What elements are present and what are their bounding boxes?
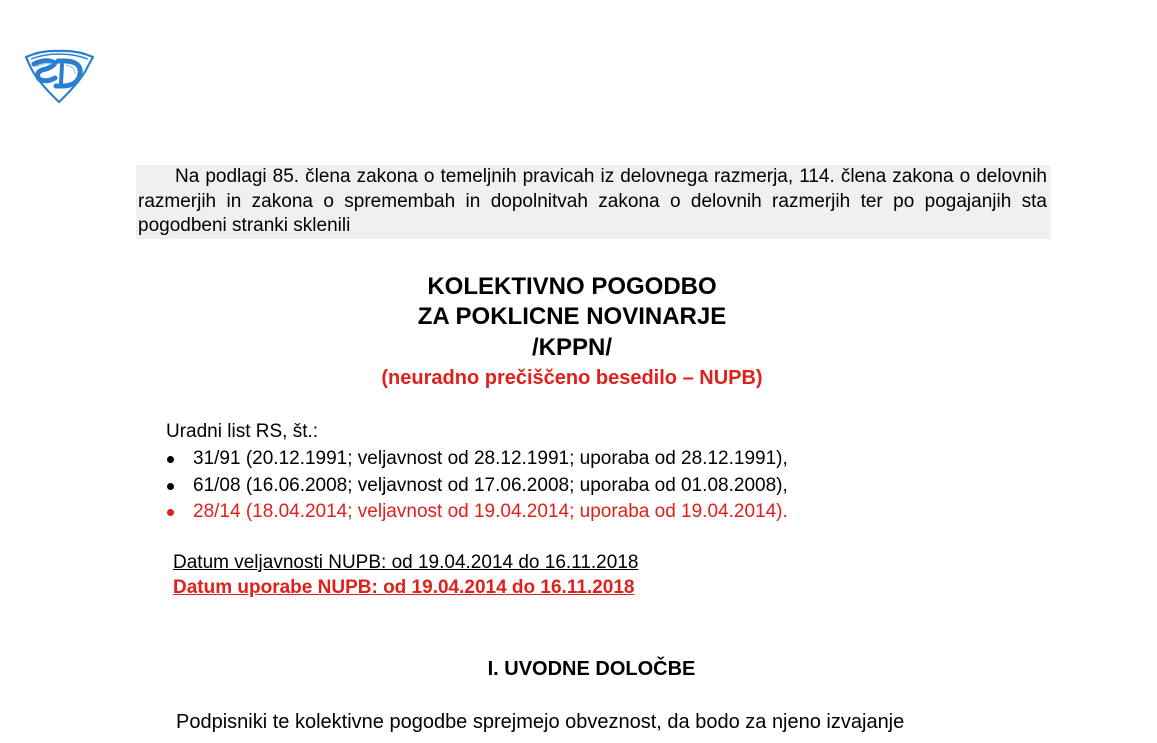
uradni-list-label: Uradni list RS, št.:	[166, 421, 319, 442]
bullet-icon	[167, 483, 174, 490]
list-item-text: 61/08 (16.06.2008; veljavnost od 17.06.2008; uporaba od 01.08.2008),	[193, 474, 788, 496]
document-subtitle: (neuradno prečiščeno besedilo – NUPB)	[381, 367, 763, 389]
list-item	[166, 473, 788, 500]
sd-shield-logo-icon	[22, 48, 96, 104]
datum-veljavnosti: Datum veljavnosti NUPB: od 19.04.2014 do 16.11.2018	[173, 552, 639, 573]
bullet-icon	[167, 456, 174, 463]
intro-paragraph: Na podlagi 85. člena zakona o temeljnih pravicah iz delovnega razmerja, 114. člena zakona o delovnih razmerjih in zakona o spremembah in dopolnitvah zakona o delovnih razmerjih ter po pogajanjih sta pogodbeni stranki sklenili	[136, 165, 1051, 239]
document-title-line-2: ZA POKLICNE NOVINARJE	[417, 303, 727, 330]
document-title-line-1: KOLEKTIVNO POGODBO	[427, 273, 717, 300]
uradni-list-entries	[166, 446, 788, 526]
datum-uporabe: Datum uporabe NUPB: od 19.04.2014 do 16.11.2018	[173, 577, 635, 598]
section-heading: I. UVODNE DOLOČBE	[487, 658, 696, 680]
list-item	[166, 446, 788, 473]
list-item	[166, 499, 788, 526]
list-item-text: 31/91 (20.12.1991; veljavnost od 28.12.1991; uporaba od 28.12.1991),	[193, 448, 788, 469]
section-paragraph: Podpisniki te kolektivne pogodbe sprejmejo obveznost, da bodo za njeno izvajanje	[176, 711, 905, 733]
list-item-text: 28/14 (18.04.2014; veljavnost od 19.04.2014; uporaba od 19.04.2014).	[193, 501, 788, 522]
bullet-icon	[167, 509, 174, 516]
document-title-abbreviation: /KPPN/	[531, 334, 612, 361]
